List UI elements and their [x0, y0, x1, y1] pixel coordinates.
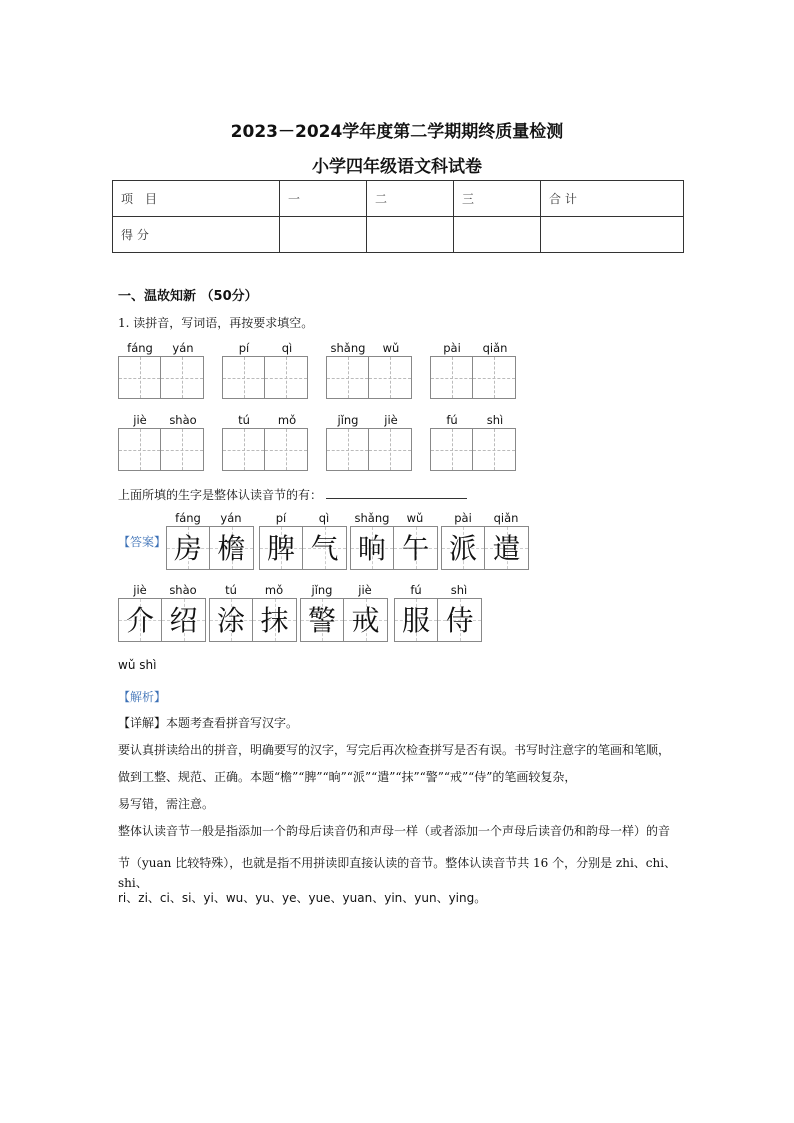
answer-char: 气	[303, 526, 347, 570]
answer-char: 涂	[209, 598, 253, 642]
answer-char: 派	[441, 526, 485, 570]
answer-char: 绍	[162, 598, 206, 642]
analysis-tag: 【解析】	[118, 690, 167, 704]
writing-grid[interactable]	[326, 428, 412, 471]
answer-pinyin: jiè	[133, 583, 147, 597]
table-cell: 项 目	[113, 181, 280, 217]
question-text: 1. 读拼音，写词语，再按要求填空。	[118, 316, 314, 330]
analysis-paragraph: 易写错，需注意。	[118, 797, 215, 811]
answer-char: 檐	[210, 526, 254, 570]
answer-tag: 【答案】	[118, 535, 167, 549]
pinyin-label: jiè	[133, 413, 147, 427]
answer-grid	[209, 598, 297, 642]
table-row	[113, 181, 684, 217]
writing-grid[interactable]	[430, 428, 516, 471]
answer-pinyin: jǐng	[311, 583, 333, 597]
answer-grid	[300, 598, 388, 642]
pinyin-label: tú	[238, 413, 250, 427]
pinyin-label: jǐng	[337, 413, 359, 427]
writing-cell[interactable]	[161, 428, 204, 471]
answer-grid	[259, 526, 347, 570]
answer-char: 戒	[344, 598, 388, 642]
answer-char: 晌	[350, 526, 394, 570]
analysis-paragraph: 要认真拼读给出的拼音，明确要写的汉字，写完后再次检查拼写是否有误。书写时注意字的笔画和笔顺，	[118, 743, 671, 757]
answer-char: 午	[394, 526, 438, 570]
score-input-cell[interactable]	[541, 217, 684, 253]
pinyin-label: fú	[446, 413, 458, 427]
table-cell: 三	[454, 181, 541, 217]
answer-pinyin: yán	[220, 511, 242, 525]
pinyin-label: qì	[281, 341, 293, 355]
pinyin-label: shǎng	[330, 341, 366, 355]
answer-pinyin: qì	[318, 511, 330, 525]
writing-cell[interactable]	[473, 356, 516, 399]
writing-cell[interactable]	[265, 428, 308, 471]
writing-grid[interactable]	[118, 356, 204, 399]
answer-char: 服	[394, 598, 438, 642]
table-cell: 二	[367, 181, 454, 217]
exam-title: 2023－2024学年度第二学期期终质量检测	[230, 122, 564, 142]
score-input-cell[interactable]	[367, 217, 454, 253]
writing-cell[interactable]	[326, 428, 369, 471]
answer-char: 介	[118, 598, 162, 642]
section-title: 一、温故知新 （50分）	[118, 289, 258, 304]
exam-subtitle: 小学四年级语文科试卷	[312, 157, 482, 177]
pinyin-label: qiǎn	[482, 341, 508, 355]
writing-cell[interactable]	[222, 356, 265, 399]
answer-grid	[350, 526, 438, 570]
fill-blank-line[interactable]	[326, 498, 467, 499]
analysis-detail: 【详解】本题考查看拼音写汉字。	[118, 716, 299, 730]
pinyin-label: pí	[238, 341, 250, 355]
writing-cell[interactable]	[118, 428, 161, 471]
table-cell: 合 计	[541, 181, 684, 217]
writing-cell[interactable]	[161, 356, 204, 399]
answer-grid	[118, 598, 206, 642]
analysis-paragraph: 节（yuan 比较特殊），也就是指不用拼读即直接认读的音节。整体认读音节共 16 个，分别是 zhi、chi、shi、	[118, 856, 677, 890]
table-cell: 一	[280, 181, 367, 217]
answer-pinyin: pài	[454, 511, 472, 525]
writing-cell[interactable]	[326, 356, 369, 399]
table-row	[113, 217, 684, 253]
answer-grid	[441, 526, 529, 570]
answer-pinyin: tú	[225, 583, 237, 597]
answer-pinyin: fú	[410, 583, 422, 597]
answer-char: 脾	[259, 526, 303, 570]
answer-pinyin: jiè	[358, 583, 372, 597]
pinyin-label: yán	[172, 341, 194, 355]
answer-char: 房	[166, 526, 210, 570]
pinyin-label: shì	[486, 413, 504, 427]
answer-extra-pinyin: wǔ shì	[118, 658, 157, 672]
writing-grid[interactable]	[222, 428, 308, 471]
writing-grid[interactable]	[222, 356, 308, 399]
writing-cell[interactable]	[369, 356, 412, 399]
answer-pinyin: fáng	[175, 511, 201, 525]
pinyin-label: shào	[169, 413, 197, 427]
analysis-paragraph: ri、zi、ci、si、yi、wu、yu、ye、yue、yuan、yin、yun、ying。	[118, 891, 487, 905]
analysis-paragraph: 做到工整、规范、正确。本题“檐”“脾”“晌”“派”“遣”“抹”“警”“戒”“侍”的笔画较复杂，	[118, 770, 577, 784]
answer-pinyin: shì	[450, 583, 468, 597]
answer-char: 抹	[253, 598, 297, 642]
answer-pinyin: shǎng	[354, 511, 390, 525]
writing-cell[interactable]	[265, 356, 308, 399]
writing-cell[interactable]	[118, 356, 161, 399]
pinyin-label: wǔ	[382, 341, 400, 355]
score-input-cell[interactable]	[454, 217, 541, 253]
writing-grid[interactable]	[118, 428, 204, 471]
fill-prompt: 上面所填的生字是整体认读音节的有：	[118, 488, 323, 502]
pinyin-label: pài	[443, 341, 461, 355]
pinyin-label: mǒ	[277, 413, 297, 427]
answer-pinyin: shào	[169, 583, 197, 597]
writing-grid[interactable]	[430, 356, 516, 399]
answer-char: 遣	[485, 526, 529, 570]
writing-cell[interactable]	[222, 428, 265, 471]
answer-char: 侍	[438, 598, 482, 642]
writing-cell[interactable]	[430, 356, 473, 399]
writing-cell[interactable]	[473, 428, 516, 471]
answer-grid	[394, 598, 482, 642]
answer-pinyin: pí	[275, 511, 287, 525]
pinyin-label: jiè	[384, 413, 398, 427]
table-cell: 得 分	[113, 217, 280, 253]
answer-pinyin: mǒ	[264, 583, 284, 597]
score-input-cell[interactable]	[280, 217, 367, 253]
answer-pinyin: qiǎn	[493, 511, 519, 525]
writing-cell[interactable]	[369, 428, 412, 471]
pinyin-label: fáng	[127, 341, 153, 355]
score-table	[112, 180, 684, 253]
writing-grid[interactable]	[326, 356, 412, 399]
answer-grid	[166, 526, 254, 570]
analysis-paragraph: 整体认读音节一般是指添加一个韵母后读音仍和声母一样（或者添加一个声母后读音仍和韵母一样）的音	[118, 824, 671, 838]
answer-char: 警	[300, 598, 344, 642]
writing-cell[interactable]	[430, 428, 473, 471]
answer-pinyin: wǔ	[406, 511, 424, 525]
